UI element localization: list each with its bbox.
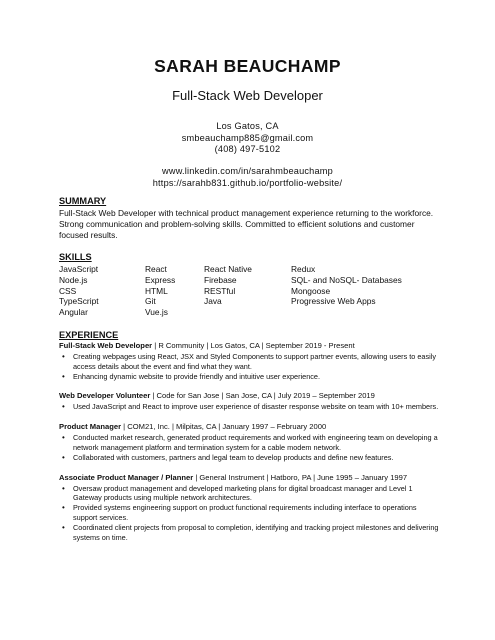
job-bullet: • Enhancing dynamic website to provide friendly and intuitive user experience. <box>59 372 439 382</box>
job-bullets <box>59 433 439 462</box>
skill-item: React <box>145 264 167 274</box>
candidate-title: Full-Stack Web Developer <box>172 88 323 103</box>
skill-item: HTML <box>145 285 168 296</box>
job-role: Full-Stack Web Developer <box>59 341 153 350</box>
job-role: Web Developer Volunteer <box>59 391 151 401</box>
candidate-name: SARAH BEAUCHAMP <box>154 56 341 76</box>
job-entry <box>59 391 439 412</box>
job-role: Associate Product Manager / Planner <box>59 472 194 482</box>
job-bullets <box>59 484 439 543</box>
summary-text: Full-Stack Web Developer with technical product management experience returning to the workforce. Strong communication and problem-solving skills. Committed to efficient solutions and customer focused results. <box>59 208 434 240</box>
job-bullet: • Conducted market research, generated product requirements and worked with engineering team on developing a network management platform and termination system for a cable modem network. <box>59 433 439 453</box>
job-role: Product Manager <box>59 422 122 432</box>
skill-item: Vue.js <box>145 307 168 318</box>
skills-column <box>204 264 291 318</box>
summary-heading: SUMMARY <box>59 196 107 206</box>
skill-item: Redux <box>291 264 316 274</box>
job-bullet: • Oversaw product management and developed marketing plans for digital broadcast manager and Level 1 Gateway products using multiple network architectures. <box>59 484 439 504</box>
skill-item: Mongoose <box>291 285 331 296</box>
skill-item: SQL- and NoSQL- Databases <box>291 274 402 285</box>
job-bullet: • Creating webpages using React, JSX and Styled Components to support partner events, allowing users to easily access details about the event and find what they want. <box>59 352 439 372</box>
job-header <box>59 422 439 432</box>
email[interactable]: smbeauchamp885@gmail.com <box>181 132 314 143</box>
job-details: | R Community | Los Gatos, CA | September 2019 - Present <box>152 341 355 350</box>
job-bullet: • Coordinated client projects from proposal to completion, identifying and tracking project milestones and delivering systems on time. <box>59 523 439 543</box>
skill-item: Node.js <box>59 274 88 285</box>
job-entry <box>59 473 439 543</box>
job-bullets <box>59 402 439 412</box>
skill-item: Express <box>145 274 176 285</box>
skill-item: JavaScript <box>59 264 99 274</box>
job-header <box>59 341 439 351</box>
job-details: | Code for San Jose | San Jose, CA | July 2019 – September 2019 <box>150 391 375 401</box>
contact-block <box>0 121 495 156</box>
job-entry <box>59 341 439 381</box>
skill-item: Firebase <box>204 274 237 285</box>
experience-section <box>59 330 439 542</box>
skills-column <box>59 264 145 318</box>
portfolio-link[interactable]: https://sarahb831.github.io/portfolio-website/ <box>152 177 343 188</box>
job-details: | General Instrument | Hatboro, PA | June 1995 – January 1997 <box>193 472 408 482</box>
job-header <box>59 391 439 401</box>
job-details: | COM21, Inc. | Milpitas, CA | January 1997 – February 2000 <box>121 422 327 432</box>
skill-item: CSS <box>59 285 77 296</box>
job-bullets <box>59 352 439 381</box>
skills-column <box>291 264 441 318</box>
summary-section <box>59 196 439 240</box>
skills-grid <box>59 264 439 318</box>
job-entry <box>59 422 439 462</box>
job-bullet: • Provided systems engineering support on product functional requirements including interface to operations support services. <box>59 503 439 523</box>
skill-item: Git <box>145 296 156 307</box>
skills-column <box>145 264 204 318</box>
linkedin-link[interactable]: www.linkedin.com/in/sarahmbeauchamp <box>162 166 333 176</box>
job-bullet: • Used JavaScript and React to improve user experience of disaster response website on team with 10+ members. <box>59 402 439 412</box>
location: Los Gatos, CA <box>216 121 279 131</box>
job-header <box>59 473 439 483</box>
links-block <box>0 166 495 189</box>
skill-item: Angular <box>59 307 88 318</box>
skill-item: RESTful <box>204 285 236 296</box>
job-bullet: • Collaborated with customers, partners and legal team to develop products and define new features. <box>59 453 439 463</box>
experience-heading: EXPERIENCE <box>59 330 119 340</box>
skills-section <box>59 252 439 318</box>
skill-item: React Native <box>204 264 252 274</box>
skill-item: Java <box>204 296 222 307</box>
phone: (408) 497-5102 <box>214 144 281 155</box>
skill-item: TypeScript <box>59 296 99 307</box>
skills-heading: SKILLS <box>59 252 92 262</box>
skill-item: Progressive Web Apps <box>291 296 376 307</box>
